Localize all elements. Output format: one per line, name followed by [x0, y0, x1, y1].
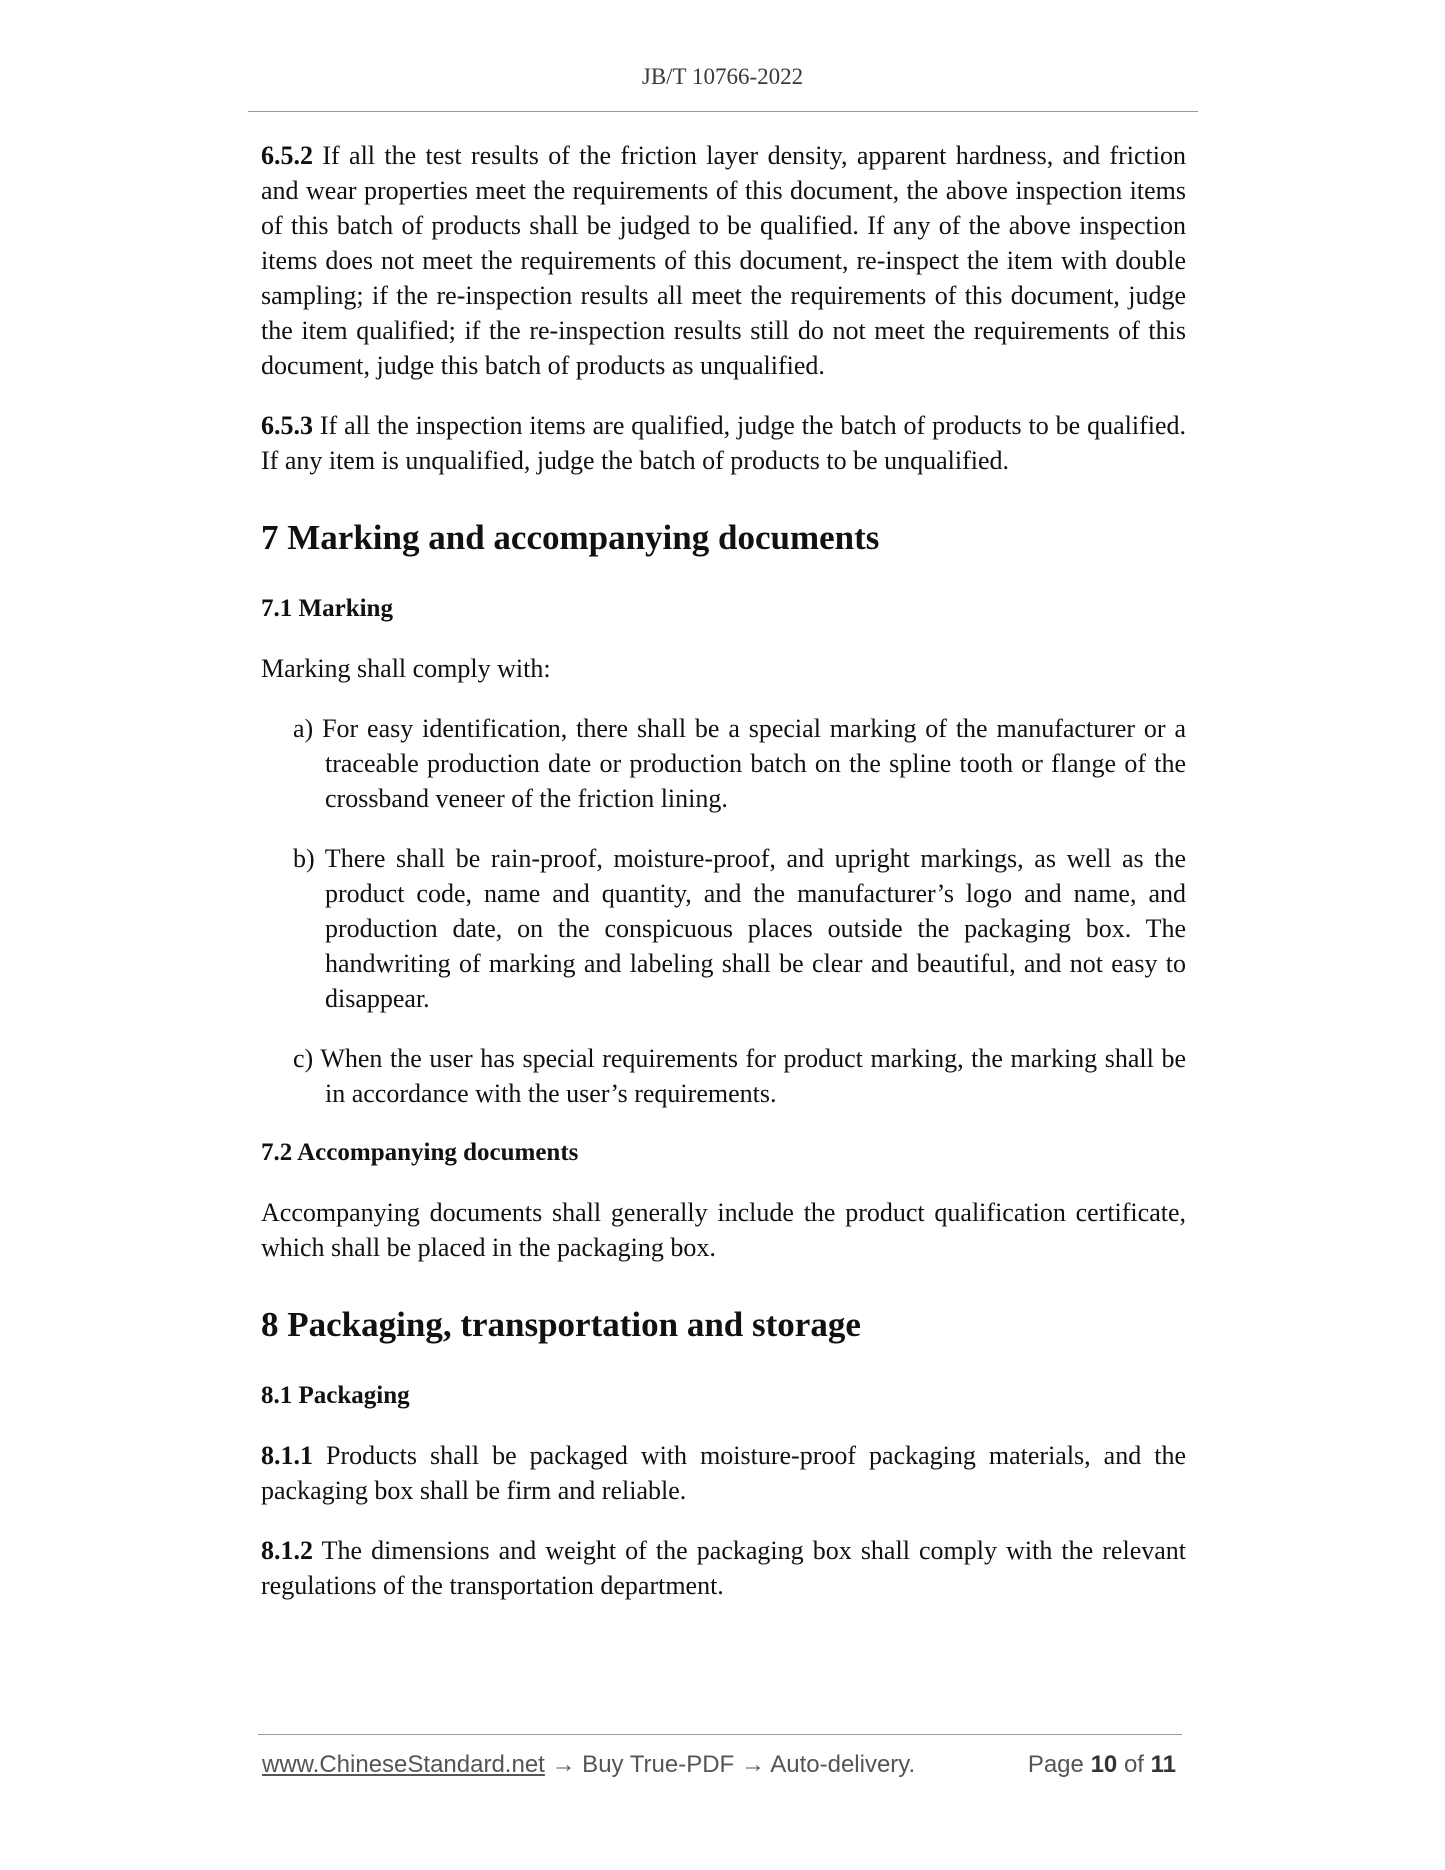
- clause-number: 8.1.1: [261, 1441, 313, 1470]
- footer-divider: [258, 1734, 1182, 1735]
- section-7-1-heading: 7.1 Marking: [261, 595, 393, 622]
- promo-text: → Buy True-PDF → Auto-delivery.: [544, 1751, 916, 1778]
- document-body: [261, 138, 1186, 1628]
- running-header: JB/T 10766-2022: [641, 64, 804, 89]
- section-8-1-heading: 8.1 Packaging: [261, 1382, 410, 1409]
- list-item: b) There shall be rain-proof, moisture-proof, and upright markings, as well as the product code, name and quantity, and the manufacturer’s logo and name, and production date, on the conspicuous places outside the packaging box. The handwriting of marking and labeling shall be clear and beautiful, and not easy to disappear.: [293, 844, 1186, 1013]
- clause-8-1-1: [261, 1438, 1186, 1508]
- clause-6-5-2: [261, 138, 1186, 383]
- page-label: Page: [1027, 1751, 1084, 1778]
- header-divider: [248, 111, 1198, 112]
- section-7-2-heading: 7.2 Accompanying documents: [261, 1139, 579, 1166]
- page-number: 10: [1090, 1751, 1118, 1778]
- page-footer: [262, 1751, 1182, 1791]
- page-total: 11: [1150, 1751, 1176, 1778]
- section-8-heading: 8 Packaging, transportation and storage: [261, 1305, 861, 1344]
- clause-text: Products shall be packaged with moisture-proof packaging materials, and the packaging box shall be firm and reliable.: [261, 1441, 1186, 1505]
- clause-text: If all the test results of the friction layer density, apparent hardness, and friction and wear properties meet the requirements of this document, the above inspection items of this batch of products shall be judged to be qualified. If any of the above inspection items does not meet the requirements of this document, re-inspect the item with double sampling; if the re-inspection results all meet the requirements of this document, judge the item qualified; if the re-inspection results still do not meet the requirements of this document, judge this batch of products as unqualified.: [261, 141, 1186, 380]
- clause-8-1-2: [261, 1533, 1186, 1603]
- clause-number: 8.1.2: [261, 1536, 313, 1565]
- clause-number: 6.5.3: [261, 411, 313, 440]
- list-item: c) When the user has special requirements for product marking, the marking shall be in accordance with the user’s requirements.: [293, 1044, 1186, 1108]
- section-7-heading: 7 Marking and accompanying documents: [261, 518, 880, 557]
- page-indicator: [1028, 1751, 1176, 1779]
- accompanying-documents-text: Accompanying documents shall generally include the product qualification certificate, which shall be placed in the packaging box.: [261, 1198, 1186, 1262]
- clause-text: The dimensions and weight of the packaging box shall comply with the relevant regulations of the transportation department.: [261, 1536, 1186, 1600]
- list-item: a) For easy identification, there shall be a special marking of the manufacturer or a traceable production date or production batch on the spline tooth or flange of the crossband veneer of the friction lining.: [293, 714, 1186, 813]
- marking-intro: Marking shall comply with:: [261, 654, 551, 683]
- clause-6-5-3: [261, 408, 1186, 478]
- of-label: of: [1123, 1751, 1144, 1778]
- clause-text: If all the inspection items are qualified, judge the batch of products to be qualified. If any item is unqualified, judge the batch of products to be unqualified.: [261, 411, 1186, 475]
- clause-number: 6.5.2: [261, 141, 313, 170]
- website-link[interactable]: www.ChineseStandard.net: [262, 1751, 545, 1778]
